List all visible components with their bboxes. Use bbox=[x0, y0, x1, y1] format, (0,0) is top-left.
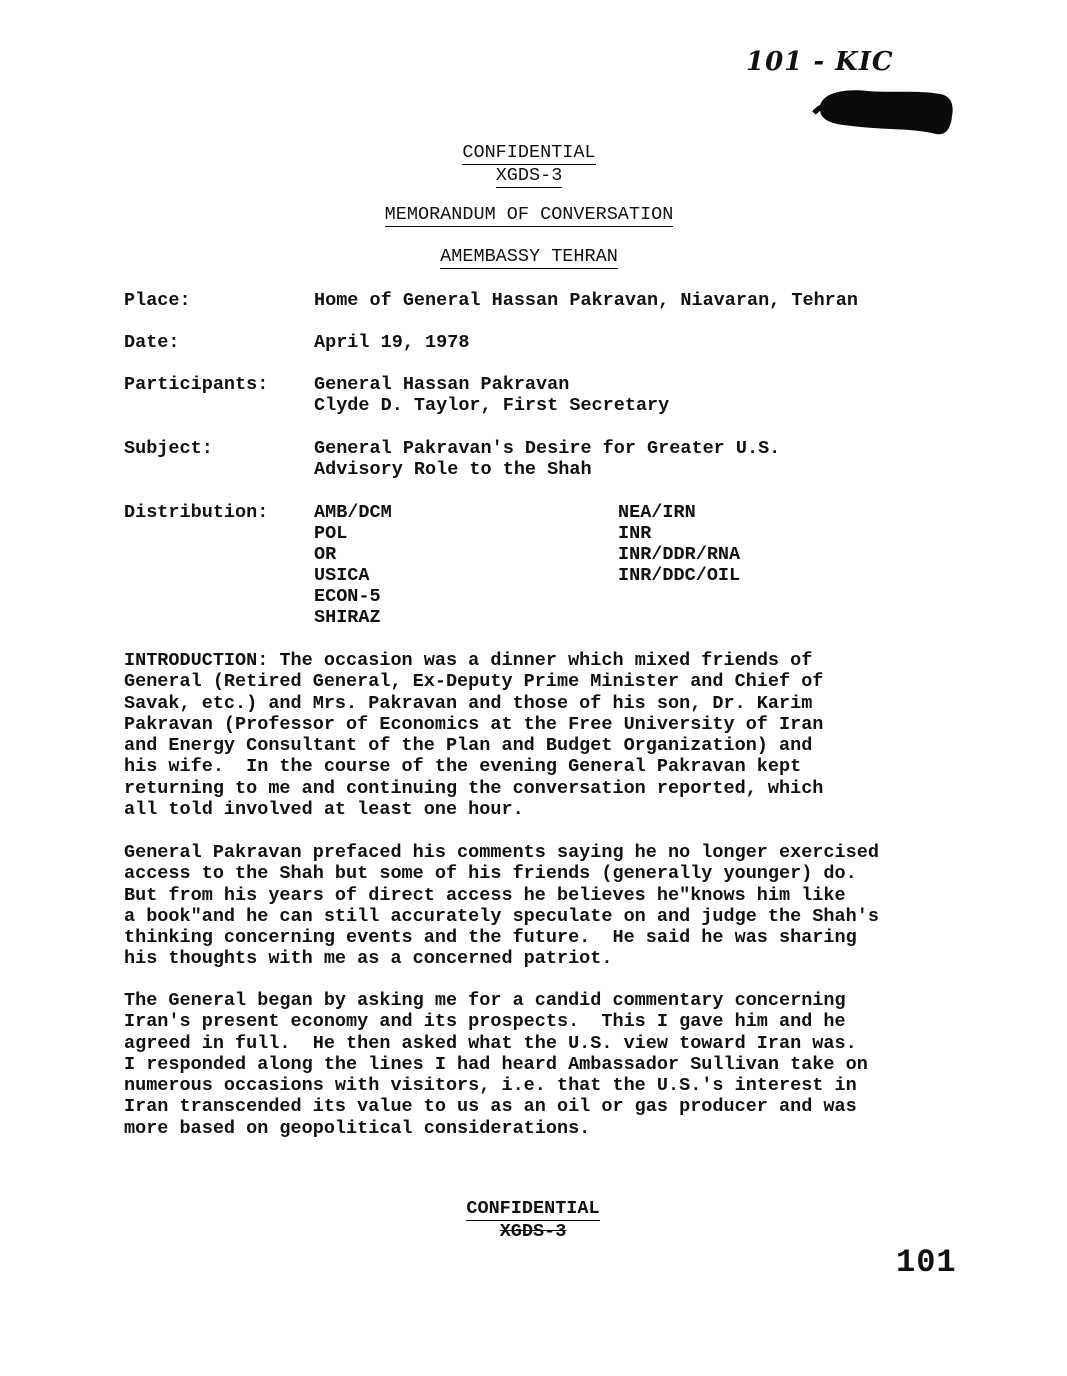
paragraph-line: more based on geopolitical considerations. bbox=[124, 1117, 591, 1139]
place-label: Place: bbox=[124, 290, 191, 311]
footer-classification: CONFIDENTIAL bbox=[466, 1198, 600, 1219]
paragraph-line: But from his years of direct access he believes he"knows him like bbox=[124, 884, 846, 906]
page-number: 101 bbox=[896, 1244, 957, 1281]
paragraph-line: all told involved at least one hour. bbox=[124, 799, 524, 821]
redaction-mark bbox=[812, 80, 957, 140]
participants-label: Participants: bbox=[124, 374, 269, 395]
subject-line-1: General Pakravan's Desire for Greater U.S. bbox=[314, 438, 781, 459]
paragraph-line: returning to me and continuing the conversation reported, which bbox=[124, 777, 824, 799]
paragraph-line: his thoughts with me as a concerned patriot. bbox=[124, 948, 613, 970]
distribution-col1-item: POL bbox=[314, 523, 348, 544]
distribution-col1-item: USICA bbox=[314, 565, 370, 586]
introduction-paragraph bbox=[124, 650, 1004, 820]
paragraph-line: and Energy Consultant of the Plan and Budget Organization) and bbox=[124, 735, 813, 757]
paragraph-line: numerous occasions with visitors, i.e. that the U.S.'s interest in bbox=[124, 1075, 857, 1097]
memo-title: MEMORANDUM OF CONVERSATION bbox=[384, 204, 674, 225]
paragraph-line: The General began by asking me for a candid commentary concerning bbox=[124, 990, 846, 1011]
paragraph-line: agreed in full. He then asked what the U.S. view toward Iran was. bbox=[124, 1032, 857, 1054]
subject-line-2: Advisory Role to the Shah bbox=[314, 459, 592, 480]
memo-origin: AMEMBASSY TEHRAN bbox=[440, 246, 618, 267]
paragraph-line: a book"and he can still accurately speculate on and judge the Shah's bbox=[124, 905, 879, 927]
date-value: April 19, 1978 bbox=[314, 332, 470, 353]
distribution-col2-item: INR/DDC/OIL bbox=[618, 565, 741, 586]
paragraph-line: Savak, etc.) and Mrs. Pakravan and those of his son, Dr. Karim bbox=[124, 692, 813, 714]
paragraph-line: The occasion was a dinner which mixed friends of bbox=[279, 650, 813, 671]
paragraph-2 bbox=[124, 842, 1004, 970]
paragraph-line: Iran's present economy and its prospects. This I gave him and he bbox=[124, 1011, 846, 1033]
header-classification: CONFIDENTIAL bbox=[462, 142, 596, 163]
handwritten-note: 101 - KIC bbox=[746, 47, 894, 77]
distribution-label: Distribution: bbox=[124, 502, 269, 523]
place-value: Home of General Hassan Pakravan, Niavaran, Tehran bbox=[314, 290, 858, 311]
subject-label: Subject: bbox=[124, 438, 213, 459]
participant-1: General Hassan Pakravan bbox=[314, 374, 570, 395]
distribution-col1-item: AMB/DCM bbox=[314, 502, 392, 523]
footer-classification-block bbox=[4, 1198, 1062, 1242]
distribution-col2-item: NEA/IRN bbox=[618, 502, 696, 523]
paragraph-line: General Pakravan prefaced his comments saying he no longer exercised bbox=[124, 842, 879, 863]
distribution-col2-item: INR bbox=[618, 523, 652, 544]
paragraph-line: his wife. In the course of the evening General Pakravan kept bbox=[124, 756, 802, 778]
paragraph-line: Iran transcended its value to us as an oil or gas producer and was bbox=[124, 1096, 857, 1118]
date-label: Date: bbox=[124, 332, 180, 353]
header-classification-block bbox=[0, 142, 1058, 188]
paragraph-3 bbox=[124, 990, 1004, 1139]
paragraph-line: General (Retired General, Ex-Deputy Prime Minister and Chief of bbox=[124, 671, 824, 693]
participant-2: Clyde D. Taylor, First Secretary bbox=[314, 395, 670, 416]
introduction-label: INTRODUCTION: bbox=[124, 650, 269, 671]
distribution-col1-item: ECON-5 bbox=[314, 586, 381, 607]
header-declass: XGDS-3 bbox=[495, 165, 563, 186]
paragraph-line: Pakravan (Professor of Economics at the Free University of Iran bbox=[124, 713, 824, 735]
distribution-col2-item: INR/DDR/RNA bbox=[618, 544, 741, 565]
paragraph-line: I responded along the lines I had heard Ambassador Sullivan take on bbox=[124, 1053, 868, 1075]
distribution-col1-item: SHIRAZ bbox=[314, 607, 381, 628]
paragraph-line: access to the Shah but some of his friends (generally younger) do. bbox=[124, 863, 857, 885]
distribution-col1-item: OR bbox=[314, 544, 337, 565]
paragraph-line: thinking concerning events and the future. He said he was sharing bbox=[124, 927, 857, 949]
footer-declass: XGDS-3 bbox=[499, 1221, 567, 1242]
